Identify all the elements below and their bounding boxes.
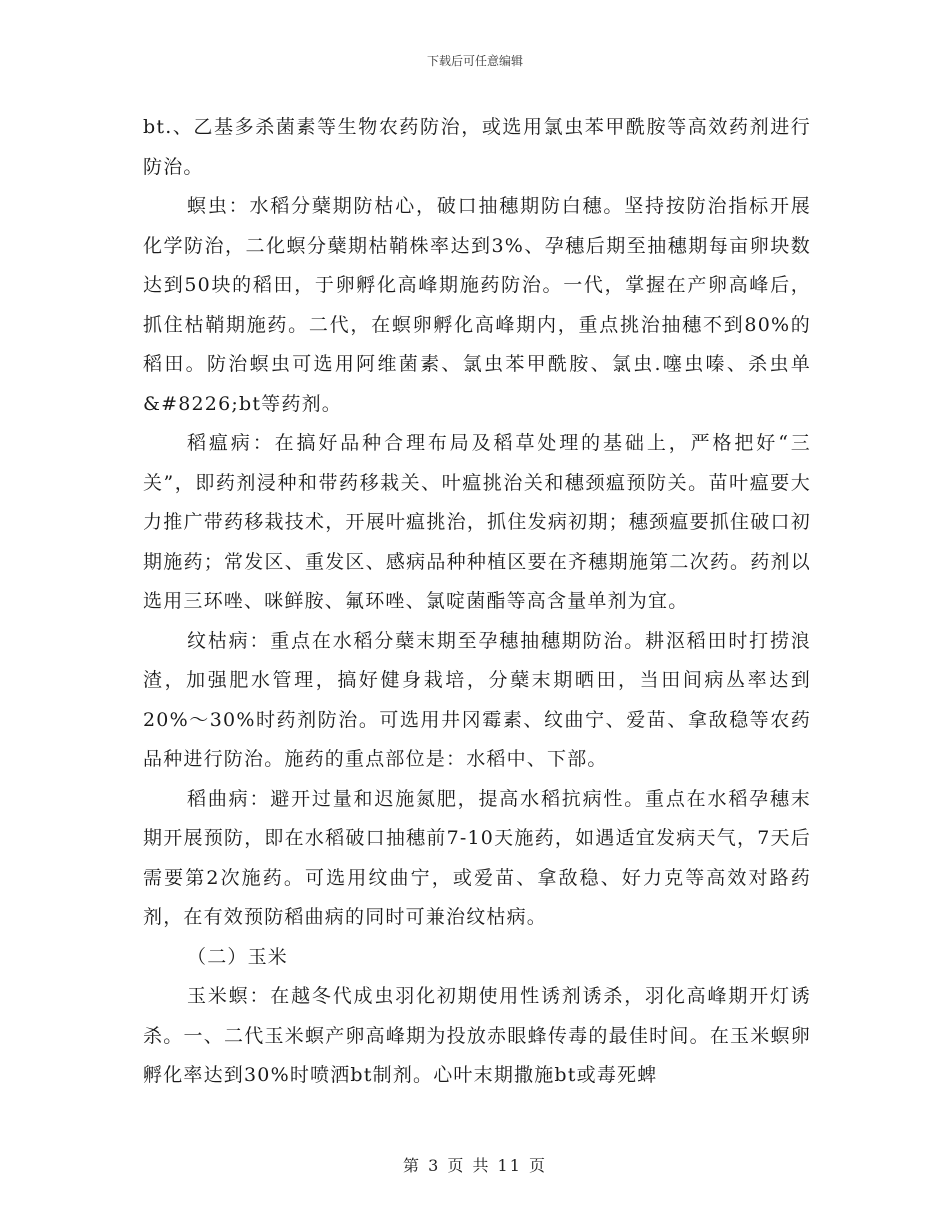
page-header: 下载后可任意编辑 (426, 54, 523, 68)
section-heading-corn: （二）玉米 (187, 945, 289, 968)
document-body (143, 108, 811, 1096)
paragraph-false-smut: 稻曲病：避开过量和迟施氮肥，提高水稻抗病性。重点在水稻孕穗末期开展预防，即在水稻破口抽穗前7-10天施药，如遇适宜发病天气，7天后需要第2次施药。可选用纹曲宁，或爱苗、拿敌稳、好力克等高效对路药剂，在有效预防稻曲病的同时可兼治纹枯病。 (143, 787, 811, 928)
paragraph-sheath-blight: 纹枯病：重点在水稻分蘖末期至孕穗抽穗期防治。耕沤稻田时打捞浪渣，加强肥水管理，搞好健身栽培，分蘖末期晒田，当田间病丛率达到20%～30%时药剂防治。可选用井冈霉素、纹曲宁、爱苗、拿敌稳等农药品种进行防治。施药的重点部位是：水稻中、下部。 (143, 629, 811, 770)
paragraph-borer: 螟虫：水稻分蘖期防枯心，破口抽穗期防白穗。坚持按防治指标开展化学防治，二化螟分蘖期枯鞘株率达到3%、孕穗后期至抽穗期每亩卵块数达到50块的稻田，于卵孵化高峰期施药防治。一代，掌握在产卵高峰后，抓住枯鞘期施药。二代，在螟卵孵化高峰期内，重点挑治抽穗不到80%的稻田。防治螟虫可选用阿维菌素、氯虫苯甲酰胺、氯虫.噻虫嗪、杀虫单&#8226;bt等药剂。 (143, 195, 811, 415)
paragraph-continuation: bt.、乙基多杀菌素等生物农药防治，或选用氯虫苯甲酰胺等高效药剂进行防治。 (143, 116, 811, 178)
page-number: 第 3 页 共 11 页 (403, 1156, 547, 1175)
paragraph-rice-blast: 稻瘟病：在搞好品种合理布局及稻草处理的基础上，严格把好“三关”，即药剂浸种和带药移栽关、叶瘟挑治关和穗颈瘟预防关。苗叶瘟要大力推广带药移栽技术，开展叶瘟挑治，抓住发病初期；穗颈瘟要抓住破口初期施药；常发区、重发区、感病品种种植区要在齐穗期施第二次药。药剂以选用三环唑、咪鲜胺、氟环唑、氯啶菌酯等高含量单剂为宜。 (143, 432, 811, 612)
paragraph-corn-borer: 玉米螟：在越冬代成虫羽化初期使用性诱剂诱杀，羽化高峰期开灯诱杀。一、二代玉米螟产卵高峰期为投放赤眼蜂传毒的最佳时间。在玉米螟卵孵化率达到30%时喷洒bt制剂。心叶末期撒施bt或毒死蜱 (143, 985, 811, 1086)
